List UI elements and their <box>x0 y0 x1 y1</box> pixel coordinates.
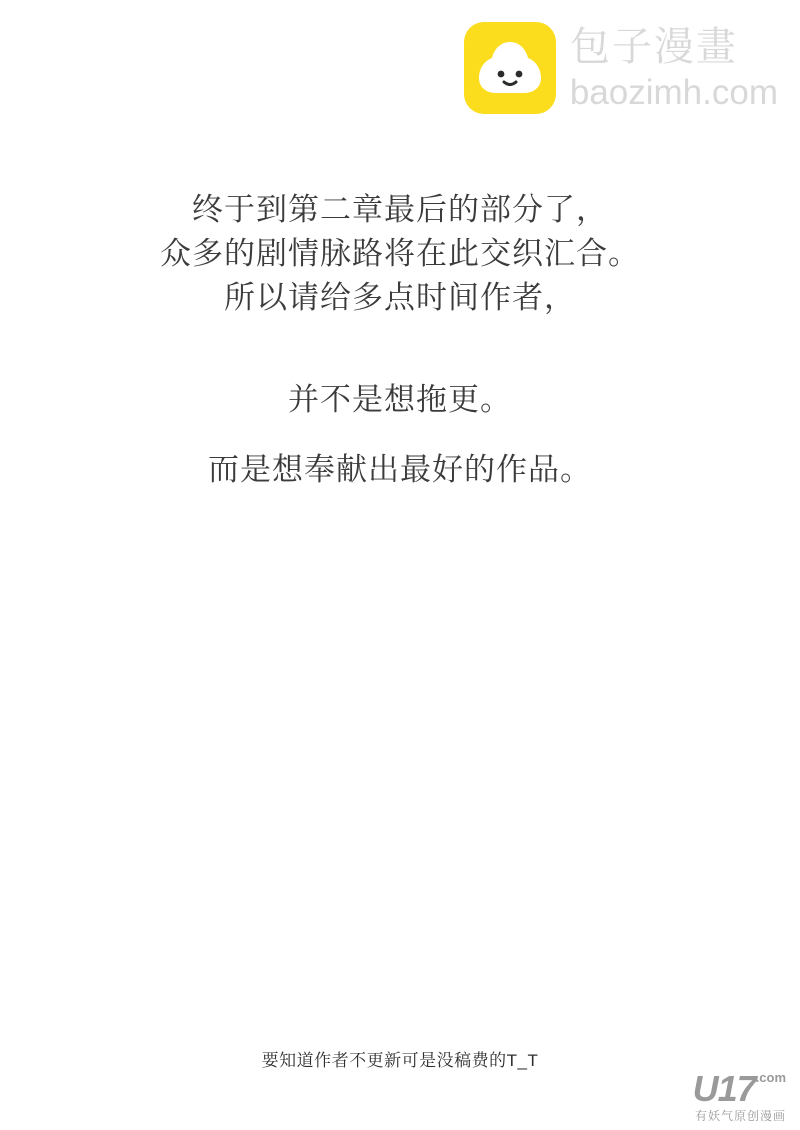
u17-logo-text <box>692 1068 786 1109</box>
baozimh-watermark <box>464 22 778 114</box>
u17-watermark <box>692 1068 786 1123</box>
u17-subtitle: 有妖气原创漫画 <box>694 1109 786 1123</box>
bottom-note: 要知道作者不更新可是没稿费的T_T <box>261 1051 539 1070</box>
watermark-title: 包子漫畫 <box>569 24 738 69</box>
baozi-bun-icon <box>464 22 556 114</box>
note-spacer-1 <box>0 320 800 378</box>
watermark-text-block <box>569 24 778 112</box>
u17-logo-main: U17 <box>692 1068 756 1109</box>
note-line-4: 并不是想拖更。 <box>288 382 512 417</box>
note-line-2: 众多的剧情脉路将在此交织汇合。 <box>160 236 640 271</box>
note-line-5: 而是想奉献出最好的作品。 <box>208 452 592 487</box>
u17-logo-dotcom: .com <box>755 1070 786 1085</box>
note-spacer-2 <box>0 422 800 448</box>
author-note <box>0 188 800 492</box>
note-line-3: 所以请给多点时间作者， <box>224 280 576 315</box>
watermark-subtitle: baozimh.com <box>569 72 778 112</box>
note-line-1: 终于到第二章最后的部分了， <box>192 192 608 227</box>
